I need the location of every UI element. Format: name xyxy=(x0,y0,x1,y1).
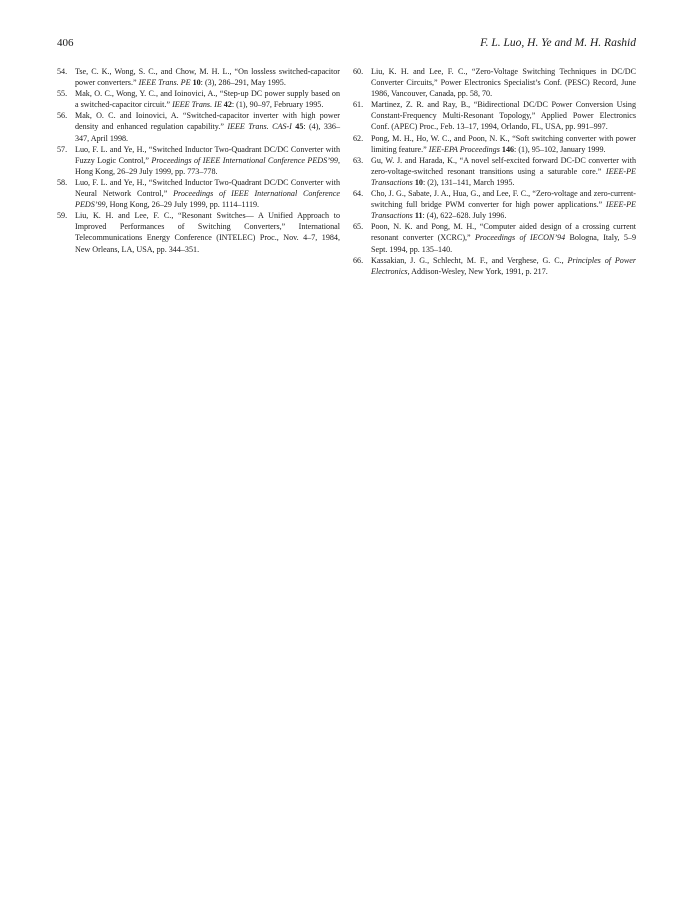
running-head-authors: F. L. Luo, H. Ye and M. H. Rashid xyxy=(480,37,636,49)
reference-text: : (4), 336–347, April 1998. xyxy=(75,122,341,143)
page-number: 406 xyxy=(57,37,74,49)
reference-text: Mak, O. C., Wong, Y. C., and Ioinovici, A., “Step-up DC power supply based on a switched-capacitor circuit.” xyxy=(75,89,340,110)
reference-volume: 10 xyxy=(192,78,201,88)
reference-text: : (1), 95–102, January 1999. xyxy=(514,144,606,154)
reference-entry xyxy=(57,66,340,88)
reference-text: , Addison-Wesley, New York, 1991, p. 217. xyxy=(407,266,548,276)
reference-source: IEEE Trans. CAS-I xyxy=(227,122,292,132)
reference-source: Proceedings of IEEE International Conference PEDS’99 xyxy=(75,189,340,210)
reference-text: Liu, K. H. and Lee, F. C., “Zero-Voltage Switching Techniques in DC/DC Converter Circuits,” Power Electronics Specialist’s Conf. (PESC) Record, June 1986, Vancouver, Canada, pp. 58, 70. xyxy=(371,67,636,99)
reference-source: IEEE Trans. IE xyxy=(172,100,222,110)
reference-entry xyxy=(57,110,340,143)
reference-entry xyxy=(353,133,636,155)
reference-volume: 10 xyxy=(414,177,423,187)
reference-text: Poon, N. K. and Pong, M. H., “Computer aided design of a crossing current resonant converter (XCRC),” xyxy=(371,222,636,243)
reference-number: 57. xyxy=(57,144,68,154)
reference-text: , Hong Kong, 26–29 July 1999, pp. 773–778. xyxy=(75,155,340,176)
reference-number: 63. xyxy=(353,155,364,165)
reference-text: Luo, F. L. and Ye, H., “Switched Inductor Two-Quadrant DC/DC Converter with Fuzzy Logic Control,” xyxy=(75,144,340,165)
reference-text: Kassakian, J. G., Schlecht, M. F., and Verghese, G. C., xyxy=(371,255,568,265)
references-left-column xyxy=(57,66,340,255)
reference-text: : (4), 622–628. July 1996. xyxy=(422,211,507,221)
reference-entry xyxy=(353,99,636,132)
reference-source: IEEE-PE Transactions xyxy=(371,166,636,187)
reference-text: Liu, K. H. and Lee, F. C., “Resonant Switches— A Unified Approach to Improved Performances of Switching Converters,” International Telecommunications Energy Conference (INTELEC) Proc., Nov. 4–7, 1984, New Orleans, LA, USA, pp. 344–351. xyxy=(75,211,340,254)
reference-number: 55. xyxy=(57,89,68,99)
reference-text: Pong, M. H., Ho, W. C., and Poon, N. K., “Soft switching converter with power limiting feature.” xyxy=(371,133,636,154)
reference-source: Proceedings of IECON’94 xyxy=(474,233,566,243)
reference-source: IEEE Trans. PE xyxy=(138,78,191,88)
references-right-column xyxy=(353,66,636,277)
reference-text: : (3), 286–291, May 1995. xyxy=(200,78,286,88)
reference-entry xyxy=(353,221,636,254)
reference-source: IEEE-PE Transactions xyxy=(371,200,636,221)
reference-number: 64. xyxy=(353,189,364,199)
reference-entry xyxy=(57,177,340,210)
reference-entry xyxy=(353,155,636,188)
reference-text: : (2), 131–141, March 1995. xyxy=(422,177,515,187)
reference-volume: 45 xyxy=(295,122,304,132)
reference-entry xyxy=(57,144,340,177)
reference-text: Gu, W. J. and Harada, K., “A novel self-excited forward DC-DC converter with zero-voltage-switched resonant transitions using a saturable core.” xyxy=(371,155,636,176)
reference-entry xyxy=(353,188,636,221)
reference-text: Luo, F. L. and Ye, H., “Switched Inductor Two-Quadrant DC/DC Converter with Neural Network Control,” xyxy=(75,177,340,199)
reference-volume: 11 xyxy=(414,211,423,221)
reference-text: Tse, C. K., Wong, S. C., and Chow, M. H. L., “On lossless switched-capacitor power converters.” xyxy=(75,67,340,88)
reference-number: 66. xyxy=(353,255,364,265)
reference-entry xyxy=(57,210,340,254)
reference-text: Mak, O. C. and Ioinovici, A. “Switched-capacitor inverter with high power density and enhanced regulation capability.” xyxy=(75,111,340,132)
reference-number: 59. xyxy=(57,211,68,221)
reference-source: Principles of Power Electronics xyxy=(371,255,636,276)
reference-text: Bologna, Italy, 5–9 Sept. 1994, pp. 135–140. xyxy=(371,233,636,254)
reference-source: Proceedings of IEEE International Conference PEDS’99 xyxy=(151,155,338,165)
reference-number: 56. xyxy=(57,111,68,121)
reference-volume: 42 xyxy=(223,100,232,110)
reference-entry xyxy=(57,88,340,110)
reference-text: , Hong Kong, 26–29 July 1999, pp. 1114–1119. xyxy=(105,200,260,210)
reference-entry xyxy=(353,66,636,99)
reference-number: 60. xyxy=(353,67,364,76)
reference-text: Cho, J. G., Sabate, J. A., Hua, G., and Lee, F. C., “Zero-voltage and zero-current-switching full bridge PWM converter for high power applications.” xyxy=(371,189,636,210)
reference-number: 65. xyxy=(353,222,364,232)
running-header xyxy=(57,37,636,53)
reference-volume: 146 xyxy=(501,144,515,154)
reference-number: 62. xyxy=(353,133,364,143)
reference-number: 54. xyxy=(57,67,68,76)
reference-number: 58. xyxy=(57,177,68,187)
reference-text: Martinez, Z. R. and Ray, B., “Bidirectional DC/DC Power Conversion Using Constant-Frequency Multi-Resonant Topology,” Applied Power Electronics Conf. (APEC) Proc., Feb. 13–17, 1994, Orlando, FL, USA, pp. 991–997. xyxy=(371,100,636,132)
reference-source: IEE-EPA Proceedings xyxy=(428,144,500,154)
reference-entry xyxy=(353,255,636,277)
reference-number: 61. xyxy=(353,100,364,110)
reference-text: : (1), 90–97, February 1995. xyxy=(231,100,324,110)
